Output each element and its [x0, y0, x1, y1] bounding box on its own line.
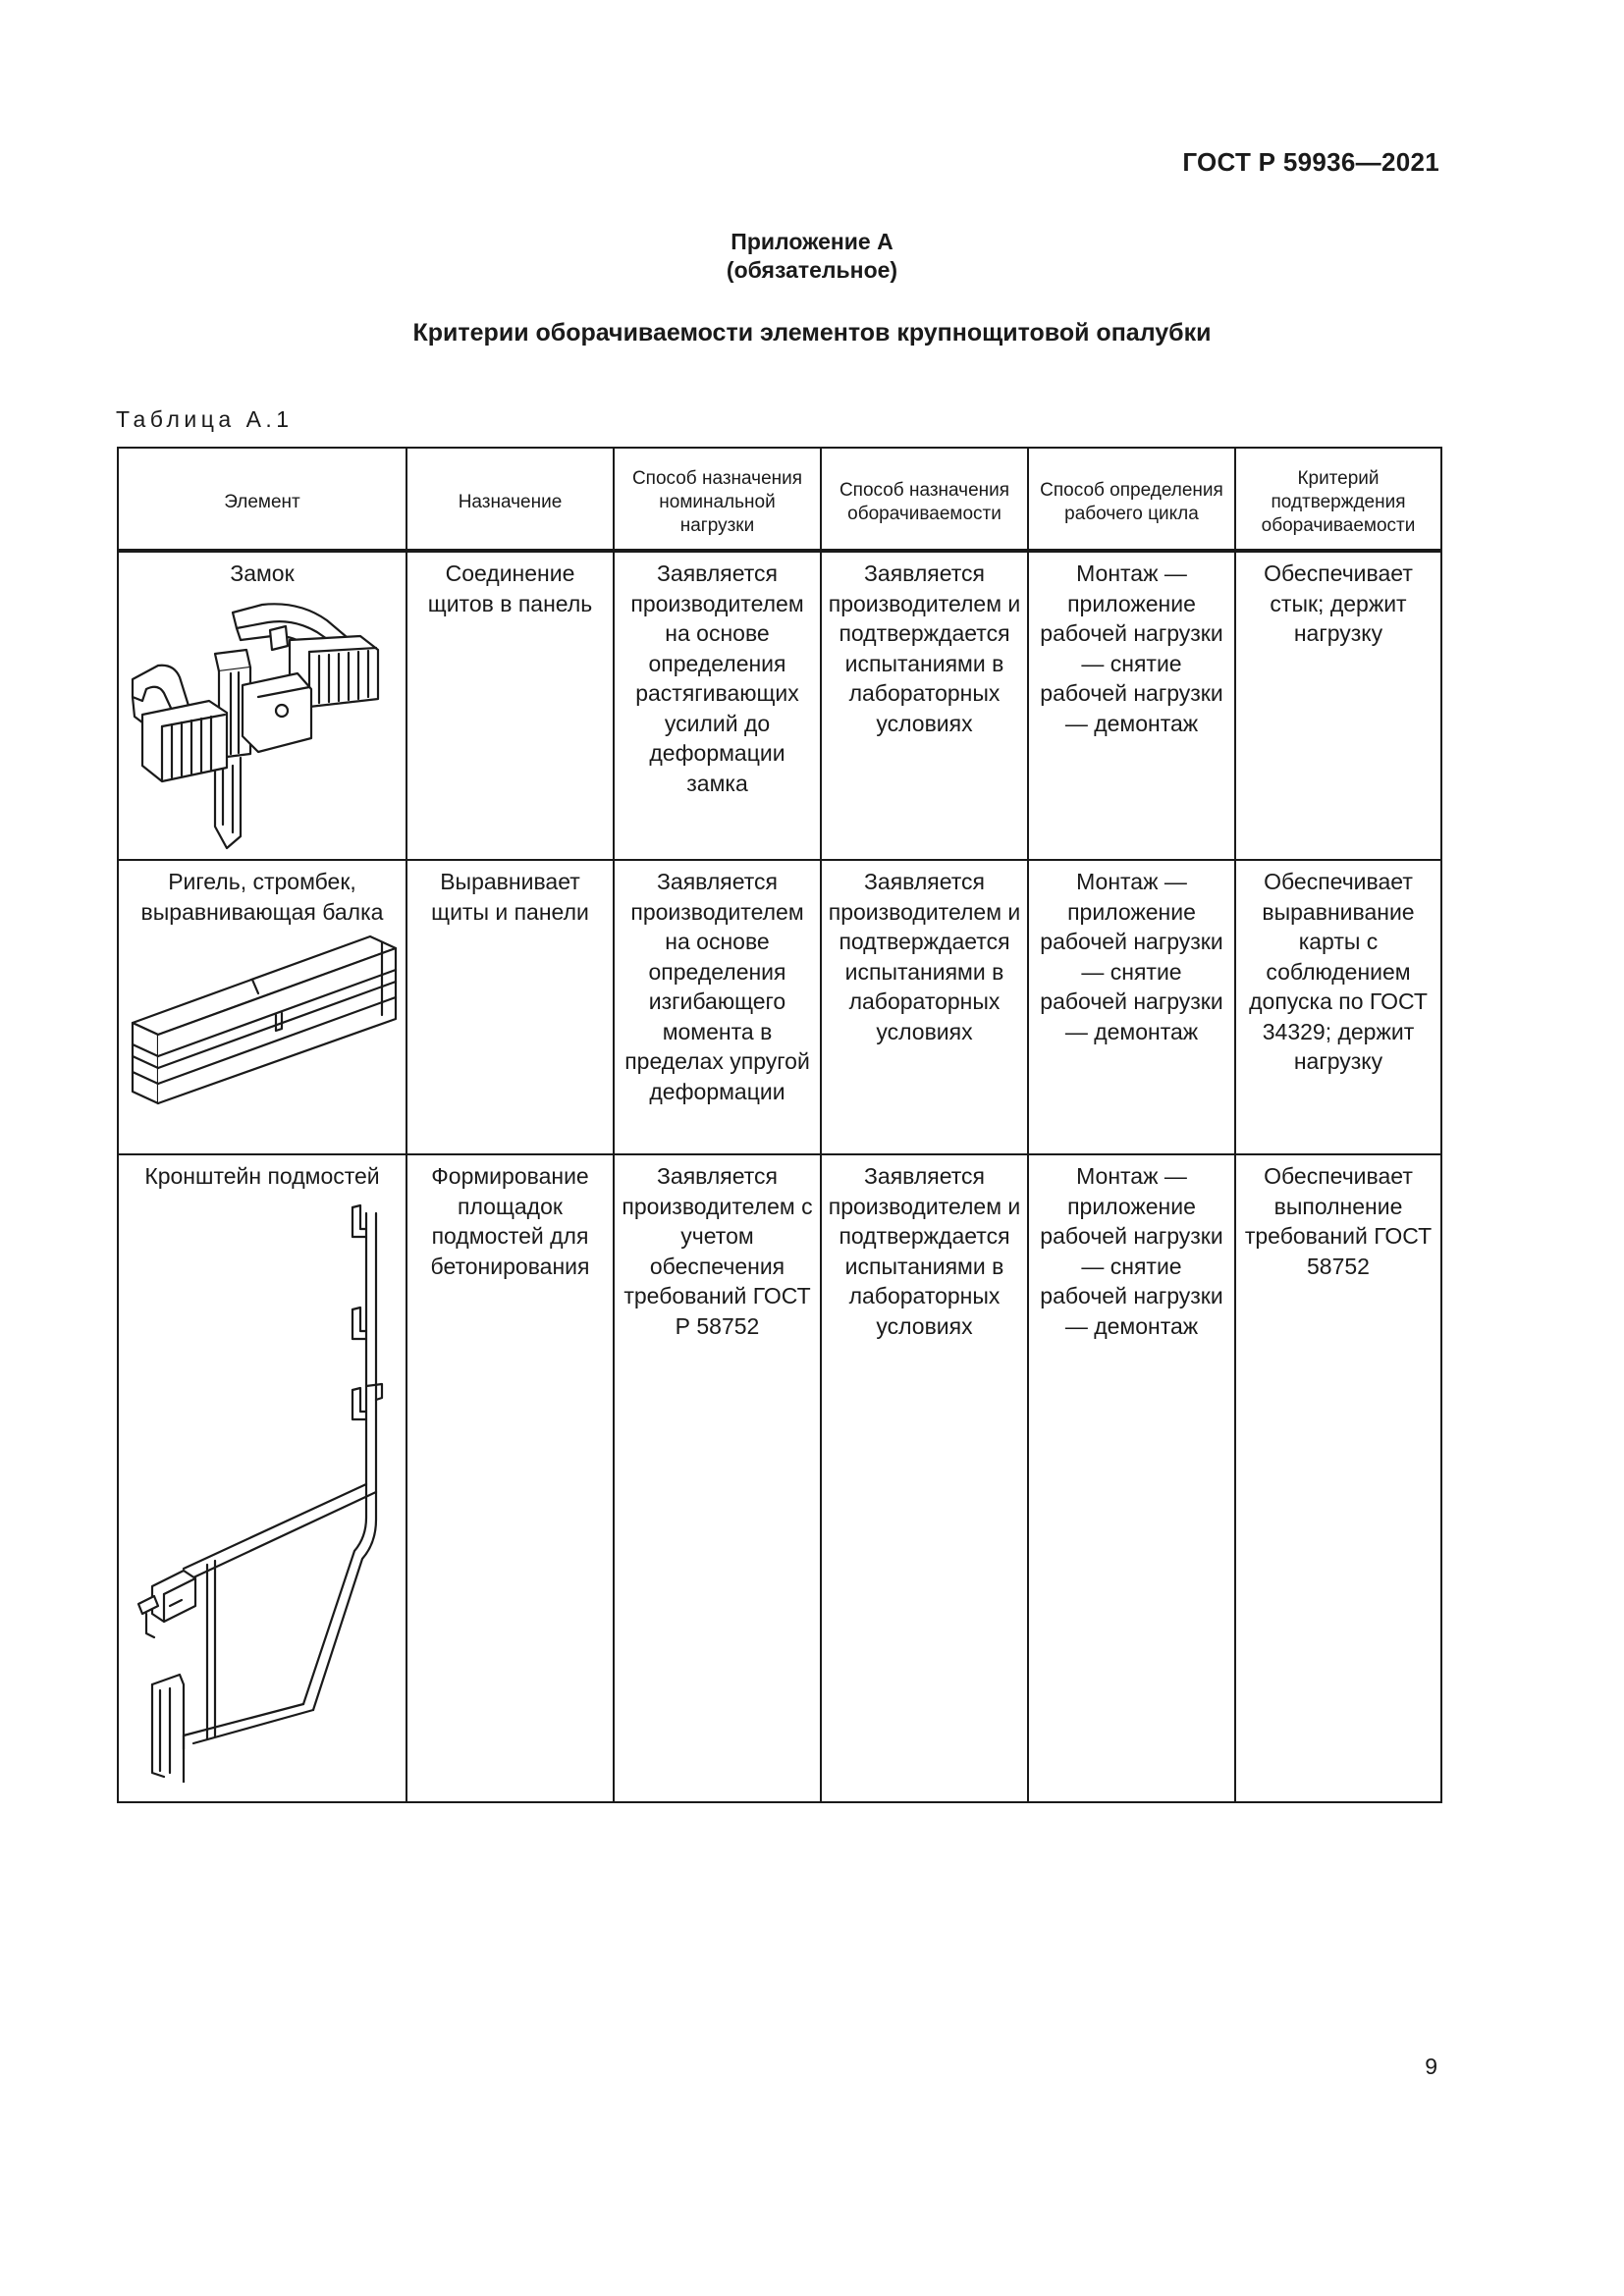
criterion-cell: Обеспечивает выравнивание карты с соблюдением допуска по ГОСТ 34329; держит нагрузку — [1235, 860, 1441, 1154]
document-code: ГОСТ Р 59936—2021 — [1182, 147, 1439, 177]
load-method-cell: Заявляется производителем на основе определения растягивающих усилий до деформации замка — [614, 551, 821, 860]
element-cell — [118, 860, 406, 1154]
column-header-purpose: Назначение — [406, 448, 614, 551]
element-name: Кронштейн подмостей — [144, 1163, 380, 1189]
formwork-clamp-icon — [125, 591, 400, 851]
table-row — [118, 1154, 1441, 1802]
column-header-criterion: Критерий подтверждения оборачиваемости — [1235, 448, 1441, 551]
scaffold-bracket-icon — [125, 1194, 400, 1783]
element-cell — [118, 1154, 406, 1802]
aligning-beam-icon — [125, 929, 400, 1115]
criteria-table — [117, 447, 1442, 1803]
element-name: Замок — [230, 561, 295, 586]
turnover-method-cell: Заявляется производителем и подтверждается испытаниями в лабораторных условиях — [821, 860, 1028, 1154]
turnover-method-cell: Заявляется производителем и подтверждается испытаниями в лабораторных условиях — [821, 1154, 1028, 1802]
cycle-method-cell: Монтаж — приложение рабочей нагрузки — снятие рабочей нагрузки — демонтаж — [1028, 860, 1235, 1154]
cycle-method-cell: Монтаж — приложение рабочей нагрузки — снятие рабочей нагрузки — демонтаж — [1028, 1154, 1235, 1802]
criterion-cell: Обеспечивает стык; держит нагрузку — [1235, 551, 1441, 860]
annex-heading — [0, 228, 1624, 285]
column-header-element: Элемент — [118, 448, 406, 551]
purpose-cell: Формирование площадок подмостей для бетонирования — [406, 1154, 614, 1802]
table-caption: Таблица А.1 — [116, 406, 294, 432]
page-title: Критерии оборачиваемости элементов крупнощитовой опалубки — [412, 319, 1212, 347]
annex-subtitle: (обязательное) — [726, 257, 898, 283]
criterion-cell: Обеспечивает выполнение требований ГОСТ 58752 — [1235, 1154, 1441, 1802]
column-header-cycle-method: Способ определения рабочего цикла — [1028, 448, 1235, 551]
purpose-cell: Соединение щитов в панель — [406, 551, 614, 860]
purpose-cell: Выравнивает щиты и панели — [406, 860, 614, 1154]
element-cell — [118, 551, 406, 860]
load-method-cell: Заявляется производителем на основе определения изгибающего момента в пределах упругой деформации — [614, 860, 821, 1154]
annex-title: Приложение А — [731, 229, 893, 254]
table-row — [118, 860, 1441, 1154]
page-number: 9 — [1425, 2054, 1437, 2079]
turnover-method-cell: Заявляется производителем и подтверждается испытаниями в лабораторных условиях — [821, 551, 1028, 860]
column-header-turnover-method: Способ назначения оборачиваемости — [821, 448, 1028, 551]
element-name: Ригель, стромбек, выравнивающая балка — [140, 869, 384, 925]
load-method-cell: Заявляется производителем с учетом обеспечения требований ГОСТ Р 58752 — [614, 1154, 821, 1802]
table-header-row — [118, 448, 1441, 551]
table-row — [118, 551, 1441, 860]
cycle-method-cell: Монтаж — приложение рабочей нагрузки — снятие рабочей нагрузки — демонтаж — [1028, 551, 1235, 860]
column-header-load-method: Способ назначения номинальной нагрузки — [614, 448, 821, 551]
